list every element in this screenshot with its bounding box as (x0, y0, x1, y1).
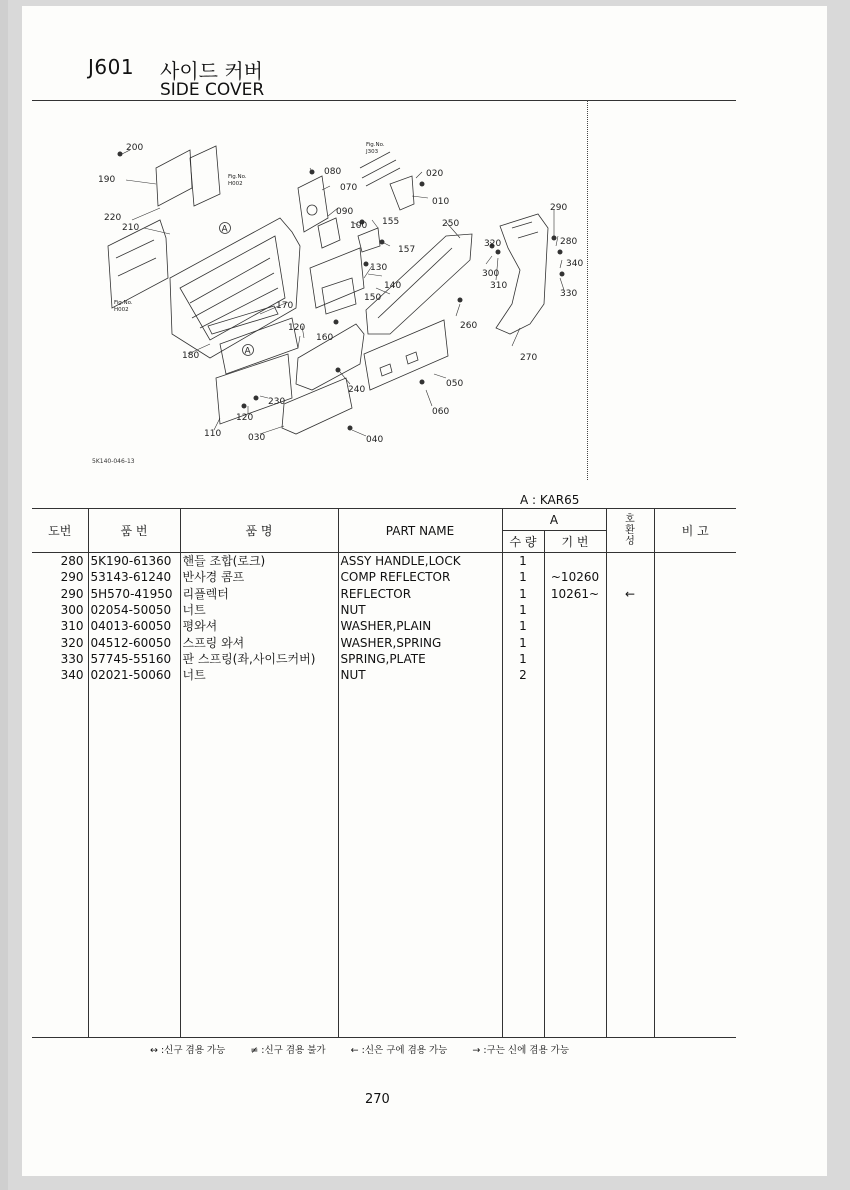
callout-label: 080 (324, 167, 342, 177)
cell-serial (544, 667, 606, 683)
header-no: 도번 (32, 509, 88, 553)
cover-030 (282, 378, 352, 434)
cell-part-no: 5K190-61360 (88, 553, 180, 570)
cell-interchange (606, 634, 654, 650)
dotted-divider (587, 100, 588, 480)
cell-name-en: REFLECTOR (338, 586, 502, 602)
callout-label: 290 (550, 203, 568, 213)
cell-qty: 1 (502, 634, 544, 650)
callout-label: 250 (442, 219, 460, 229)
top-plate-2 (190, 146, 220, 206)
diagram-code: 5K140-046-13 (92, 458, 135, 465)
cell-remarks (654, 634, 736, 650)
callout-label: 220 (104, 213, 122, 223)
cell-name-ko: 반사경 콤프 (180, 569, 338, 585)
cell-name-ko: 너트 (180, 602, 338, 618)
cell-name-en: COMP REFLECTOR (338, 569, 502, 585)
fig-ref-value: H002 (228, 181, 243, 187)
header-group-a: A (502, 509, 606, 531)
svg-text:A: A (221, 224, 228, 235)
callout-label: 130 (370, 263, 388, 273)
filler-cell (654, 683, 736, 1038)
legend-item: ≠ :신구 겸용 불가 (250, 1045, 326, 1056)
filler-cell (338, 683, 502, 1038)
cell-name-en: SPRING,PLATE (338, 651, 502, 667)
panel-180 (220, 318, 298, 374)
legend-item: ← :신은 구에 겸용 가능 (350, 1045, 448, 1056)
callout-label: 280 (560, 237, 578, 247)
cell-no: 330 (60, 651, 84, 666)
cell-qty: 1 (502, 586, 544, 602)
callout-label: 330 (560, 289, 578, 299)
header-remarks: 비 고 (654, 509, 736, 553)
cell-interchange (606, 651, 654, 667)
interchange-legend (150, 1042, 591, 1056)
callout-label: 200 (126, 143, 144, 153)
cell-serial (544, 618, 606, 634)
frame-panel (170, 218, 300, 358)
cell-interchange (606, 553, 654, 570)
table-filler-row (32, 683, 736, 1038)
callout-label: 050 (446, 379, 464, 389)
callout-label: 310 (490, 281, 508, 291)
callout-label: 020 (426, 169, 444, 179)
callout-label: 030 (248, 433, 266, 443)
cell-no: 290 (60, 570, 84, 585)
exploded-parts-diagram (60, 128, 584, 468)
fig-ref-value: H002 (114, 307, 129, 313)
fig-ref-label: Fig.No. (228, 174, 247, 180)
callout-label: 170 (276, 301, 294, 311)
table-row (32, 586, 736, 602)
filler-cell (606, 683, 654, 1038)
cell-no: 280 (60, 554, 84, 569)
callout-label: 060 (432, 407, 450, 417)
cell-name-ko: 판 스프링(좌,사이드커버) (180, 651, 338, 667)
cell-no: 290 (60, 586, 84, 601)
callout-label: 320 (484, 239, 502, 249)
plate-150 (322, 278, 356, 314)
cell-remarks (654, 651, 736, 667)
callout-label: 300 (482, 269, 500, 279)
cell-name-ko: 스프링 와셔 (180, 634, 338, 650)
cell-name-en: WASHER,PLAIN (338, 618, 502, 634)
page-number: 270 (365, 1092, 390, 1107)
filler-cell (544, 683, 606, 1038)
cell-no: 310 (60, 619, 84, 634)
cell-no: 320 (60, 635, 84, 650)
table-row (32, 553, 736, 570)
page-edge-shadow (0, 0, 8, 1190)
cell-name-en: NUT (338, 667, 502, 683)
callout-label: 160 (316, 333, 334, 343)
cell-qty: 2 (502, 667, 544, 683)
fig-ref-label: Fig.No. (114, 300, 133, 306)
filler-cell (32, 683, 88, 1038)
cell-interchange (606, 602, 654, 618)
cell-qty: 1 (502, 618, 544, 634)
section-code: J601 (88, 55, 135, 79)
header-rule (32, 100, 736, 101)
cell-no: 300 (60, 603, 84, 618)
cell-name-en: NUT (338, 602, 502, 618)
bracket-panel (108, 220, 168, 308)
table-row (32, 602, 736, 618)
cell-remarks (654, 618, 736, 634)
top-plate (156, 150, 192, 206)
callout-label: 010 (432, 197, 450, 207)
cell-serial (544, 651, 606, 667)
fig-ref-value: J303 (366, 149, 379, 155)
cell-interchange (606, 618, 654, 634)
callout-label: 230 (268, 397, 286, 407)
plate-130 (310, 248, 364, 308)
title-english: SIDE COVER (160, 80, 265, 100)
bracket-155 (358, 228, 380, 252)
cell-remarks (654, 586, 736, 602)
plate-090 (318, 218, 340, 248)
table-row (32, 667, 736, 683)
cell-name-en: ASSY HANDLE,LOCK (338, 553, 502, 570)
cell-part-no: 04013-60050 (88, 618, 180, 634)
cell-name-ko: 핸들 조합(로크) (180, 553, 338, 570)
legend-item: ↔ :신구 겸용 가능 (150, 1045, 226, 1056)
cell-remarks (654, 602, 736, 618)
model-note: A : KAR65 (520, 493, 580, 507)
filler-cell (502, 683, 544, 1038)
header-qty: 수 량 (502, 531, 544, 553)
callout-label: 120 (236, 413, 254, 423)
cell-name-en: WASHER,SPRING (338, 634, 502, 650)
cell-serial: 10261~ (544, 586, 606, 602)
fastener-dots (118, 152, 568, 431)
table-row (32, 569, 736, 585)
callout-label: 150 (364, 293, 382, 303)
cell-part-no: 02054-50050 (88, 602, 180, 618)
callout-label: 240 (348, 385, 366, 395)
cell-interchange (606, 569, 654, 585)
cell-qty: 1 (502, 553, 544, 570)
cell-name-ko: 평와셔 (180, 618, 338, 634)
callout-label: 140 (384, 281, 402, 291)
callout-label: 110 (204, 429, 222, 439)
callout-label: 180 (182, 351, 200, 361)
filler-cell (88, 683, 180, 1038)
header-name-en: PART NAME (338, 509, 502, 553)
svg-text:A: A (244, 346, 251, 357)
side-cover-270 (496, 214, 548, 334)
callout-label: 090 (336, 207, 354, 217)
view-mark-a (220, 223, 231, 235)
cell-qty: 1 (502, 651, 544, 667)
fig-ref-label: Fig.No. (366, 142, 385, 148)
cell-qty: 1 (502, 602, 544, 618)
parts-table (32, 508, 736, 1038)
cell-part-no: 5H570-41950 (88, 586, 180, 602)
callout-label: 157 (398, 245, 416, 255)
cell-serial (544, 634, 606, 650)
callout-label: 210 (122, 223, 140, 233)
callout-label: 340 (566, 259, 584, 269)
panel-110 (216, 354, 292, 424)
bracket-020 (390, 176, 414, 210)
cell-part-no: 02021-50060 (88, 667, 180, 683)
cell-name-ko: 리플렉터 (180, 586, 338, 602)
frame-panel-inner (180, 236, 285, 340)
callout-label: 190 (98, 175, 116, 185)
table-row (32, 651, 736, 667)
filler-cell (180, 683, 338, 1038)
legend-item: → :구는 신에 겸용 가능 (472, 1045, 569, 1056)
callout-label: 155 (382, 217, 400, 227)
cell-part-no: 04512-60050 (88, 634, 180, 650)
callout-label: 270 (520, 353, 538, 363)
header-interchange: 호 환 성 (606, 509, 654, 553)
callout-label: 120 (288, 323, 306, 333)
cell-qty: 1 (502, 569, 544, 585)
cell-remarks (654, 667, 736, 683)
header-part-no: 품 번 (88, 509, 180, 553)
cover-250 (366, 234, 472, 334)
cell-remarks (654, 553, 736, 570)
cell-interchange (606, 667, 654, 683)
callout-label: 100 (350, 221, 368, 231)
header-name-ko: 품 명 (180, 509, 338, 553)
callout-label: 040 (366, 435, 384, 445)
table-bottom-rule (32, 1037, 736, 1038)
view-mark-a (243, 345, 254, 357)
cell-serial: ~10260 (544, 569, 606, 585)
callout-label: 070 (340, 183, 358, 193)
cell-part-no: 57745-55160 (88, 651, 180, 667)
header-serial: 기 번 (544, 531, 606, 553)
strip-170 (208, 306, 278, 334)
table-row (32, 618, 736, 634)
table-row (32, 634, 736, 650)
cell-remarks (654, 569, 736, 585)
cell-serial (544, 553, 606, 570)
callout-label: 260 (460, 321, 478, 331)
cell-serial (544, 602, 606, 618)
cell-name-ko: 너트 (180, 667, 338, 683)
cell-no: 340 (60, 668, 84, 683)
cell-part-no: 53143-61240 (88, 569, 180, 585)
cell-interchange: ← (606, 586, 654, 602)
title-korean: 사이드 커버 (160, 59, 263, 83)
cover-050 (364, 320, 448, 390)
